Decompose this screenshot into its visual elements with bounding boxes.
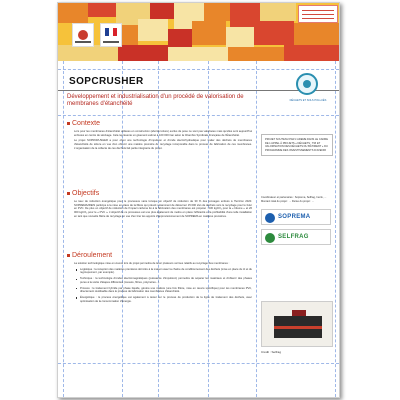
list-item: Technique : la technologie d'ondes électromagnétiques (puissance d'impulsion) permettra de séparer les matériaux et d'obtenir des phases pures à la sortie d'étapes différentes (mesure, fibres, polymères...).: [76, 277, 252, 284]
section-objectifs: [67, 190, 252, 219]
layout-guide: [158, 61, 159, 397]
partners-panel: [261, 196, 333, 249]
institution-logos: [72, 23, 122, 47]
list-item: Énergétique : le process énergétique est également à tester sur le process de production de la ligne de traitement des déchets, avec optimisation de la consommation d'énergie.: [76, 296, 252, 303]
theme-badge-label: DÉCHETS ET SOLS POLLUÉS: [289, 99, 327, 102]
banner-tile: [88, 3, 116, 17]
document-title: SOPCRUSHER: [69, 76, 144, 87]
republique-francaise-logo: [100, 23, 122, 47]
banner-tile: [58, 3, 88, 23]
layout-guide: [208, 61, 209, 397]
banner-tile: [150, 3, 174, 19]
list-item: Logistique : la réception des matières premières doit être à la maison avec la chaîne de conditionnement des déchets (mise en place du tri et du regroupement, par exemple).: [76, 268, 252, 275]
banner-tile: [58, 45, 118, 61]
banner-tile: [226, 27, 254, 47]
layout-guide: [335, 61, 336, 397]
sidebar-info-box: [261, 134, 333, 156]
partners-caption: Coordinateur et partenaires : Soprema, Selfrag, Ineris, ... Montant total du projet : ... Durée du projet : ...: [261, 196, 327, 203]
section-heading: Déroulement: [67, 252, 252, 260]
banner-tile: [284, 45, 340, 61]
paragraph: Le projet SOPRCRUSHER a pour objet une technologie d'impulsion et d'onde électrohydraulique pour traiter des déchets de membranes d'étanchéité de toiture en vue d'en obtenir une matière première de recyclage incorporable dans le process de fabrication de ces membranes. L'organisation de la collecte de ces déchets fait partie intégrante du projet.: [74, 139, 252, 150]
banner-tile: [138, 19, 168, 41]
bullet-icon: [67, 254, 70, 257]
paragraph: Lors pour les membranes d'étanchéité utilisées en construction (abords toiture) exclus de pose ne sont pas valorisées mais qu'elles sont aujourd'hui enfouies en centre de stockage. Cela représente un gisement estimé à 100 000 t/an selon la Chambre Syndicale Française de l'Étanchéité.: [74, 130, 252, 137]
banner-tile: [228, 47, 284, 61]
bullet-icon: [67, 192, 70, 195]
layout-guide: [256, 61, 257, 397]
banner-tile: [192, 21, 226, 45]
machine-photo: [261, 301, 333, 347]
header-banner: [58, 3, 340, 61]
layout-guide: [122, 61, 123, 397]
banner-tile: [294, 23, 340, 45]
selfrag-mark-icon: [265, 233, 275, 243]
banner-tile: [204, 3, 230, 21]
header-label-box: [298, 5, 338, 23]
ademe-logo: [72, 23, 94, 47]
document-page: [57, 2, 340, 398]
banner-tile: [168, 47, 228, 61]
paragraph: Le taux de réduction énergétique pour le processus varie lorsque un objectif de réduction de 30 % des tonnages enfouis à l'horizon 2020. SOPREMA/IREIS participe à la mise en place de la filière qui prévoit notamment de détourner 15 000 t/an de déchets vers le recyclage pour le futur en PVC. De plus un objectif de réduction de l'impact carbone lié à la fabrication des membranes est proposé : 230 kgCO₂ pour la « bitume » et 26 000 kgCO₂ pour le « PVC ». L'objectif de ce processus est une plus également de mettre en place l'efficacité et la profitabilité d'une telle installation en tant que nouvelle filière de recyclage en vue d'en tirer les apports d'approvisionnement de SOPREMA en matières premières.: [74, 200, 252, 218]
title-rule: [58, 90, 339, 91]
document-subtitle: Développement et industrialisation d'un procédé de valorisation de membranes d'étanchéité: [67, 94, 244, 107]
layout-guide: [63, 61, 64, 397]
sidebar-text: PROJET SOUTENU PAR L'ADEME DANS LE CADRE DE L'APPEL À PROJETS « DÉCHETS : TRI ET VALORISATION DES DÉCHETS DU BÂTIMENT » DU PROGRAMME DES INVESTISSEMENTS D'AVENIR: [265, 138, 328, 152]
layout-guide: [58, 363, 339, 364]
bullet-icon: [67, 122, 70, 125]
section-heading: Objectifs: [67, 190, 252, 198]
section-heading: Contexte: [67, 120, 252, 128]
banner-tile: [254, 21, 294, 45]
paragraph: La solution technologique mise en œuvre lors du projet permettra de lever plusieurs verrous relatifs au recyclage des membranes :: [74, 262, 230, 265]
theme-badge-icon: [296, 73, 318, 95]
layout-guide: [58, 115, 339, 116]
soprema-mark-icon: [265, 213, 275, 223]
section-contexte: [67, 120, 252, 151]
banner-tile: [168, 29, 192, 47]
banner-tile: [118, 45, 168, 61]
banner-tile: [260, 3, 296, 21]
photo-caption: Crédit : Selfrag: [261, 350, 282, 354]
step-list: [76, 268, 252, 304]
layout-guide: [58, 69, 339, 70]
section-deroulement: [67, 252, 252, 305]
partner-logo-soprema: SOPREMA: [261, 209, 331, 225]
list-item: Process : le traitement hybride par phase liquide, génère une matière (une fois filtrée, mise en œuvre spécifique) pour les membranes PVC, directement réutilisable dans le process de fabrication des membranes d'étanchéité.: [76, 287, 252, 294]
partner-logo-selfrag: SELFRAG: [261, 229, 331, 245]
sidebar: [261, 134, 333, 156]
